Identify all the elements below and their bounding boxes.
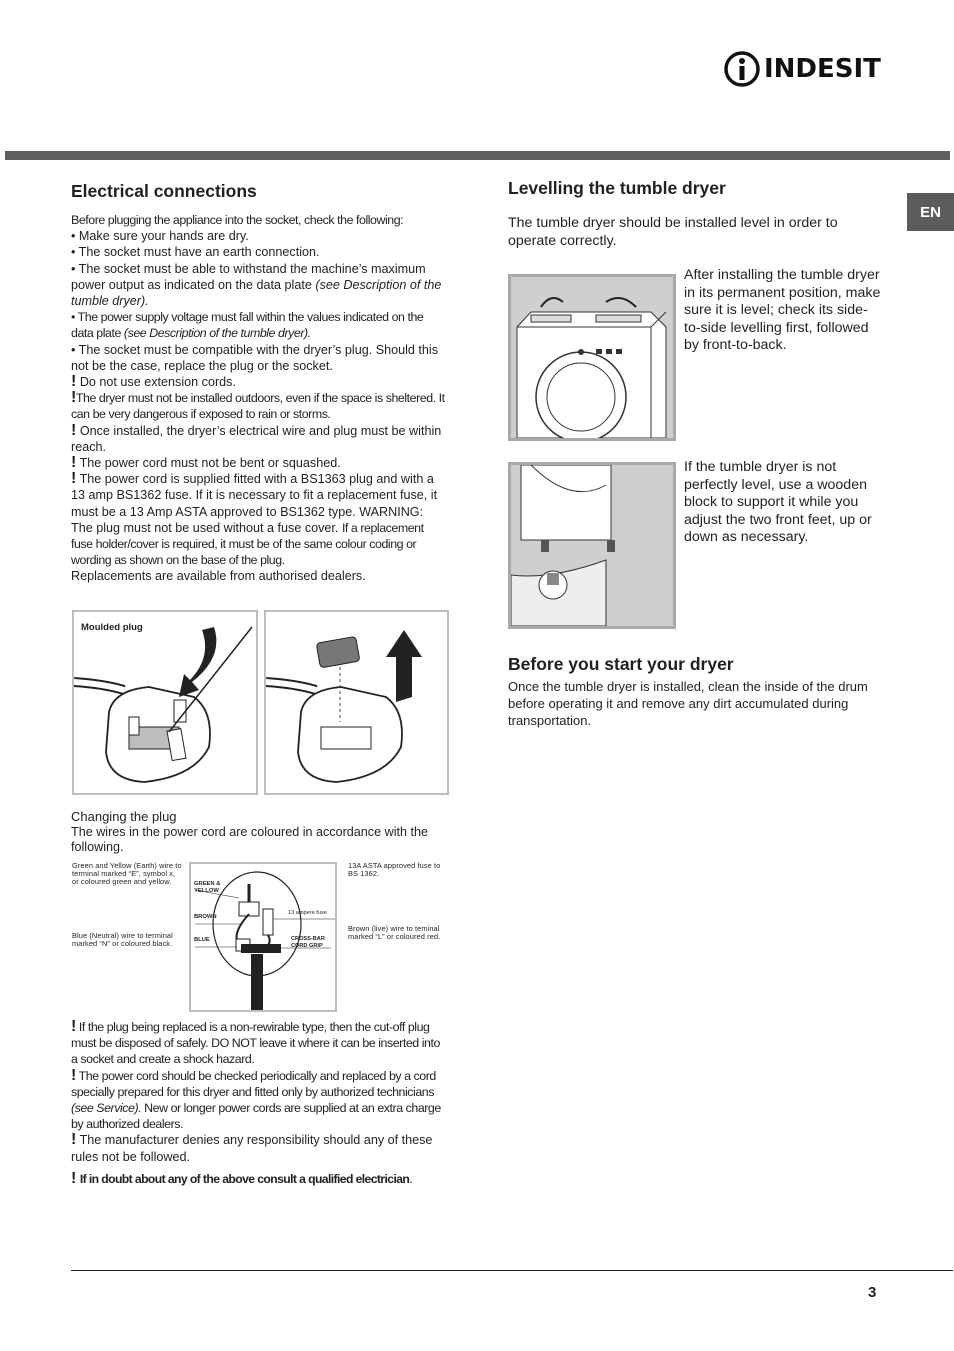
warning-item: ! The manufacturer denies any responsibility should any of these rules not be followed. [71, 1131, 433, 1164]
label-green-yellow: GREEN & YELLOW [194, 881, 221, 894]
levelling-step-1: After installing the tumble dryer in its permanent position, make sure it is level; check its side-to-side levelling first, followed by front-to-back. [684, 267, 881, 354]
footer-rule [71, 1270, 953, 1271]
plug-illustration-icon [74, 612, 256, 793]
wiring-diagram [189, 862, 337, 1012]
exclamation-icon: ! [71, 454, 77, 472]
levelling-intro: The tumble dryer should be installed level in order to operate correctly. [508, 215, 838, 249]
note-blue: Blue (Neutral) wire to terminal marked “N” or coloured black. [72, 931, 173, 949]
note-fuse: 13A ASTA approved fuse to BS 1362. [348, 861, 441, 879]
changing-plug-text: The wires in the power cord are coloured in accordance with the following. [71, 824, 429, 854]
dryer-top-level-icon [511, 277, 673, 438]
electrical-body [71, 212, 447, 585]
header-bar [5, 151, 950, 160]
warning-item: ! The power cord should be checked periodically and replaced by a cord specially prepared for this dryer and fitted only by authorized technicians (see Service). New or longer power cords are supplied at an extra charge by authorized dealers. [71, 1066, 441, 1132]
replacements-note: Replacements are available from authorised dealers. [71, 569, 366, 584]
exclamation-icon: ! [71, 373, 77, 391]
label-fuse: 13 ampere fuse [288, 910, 327, 916]
note-green-yellow: Green and Yellow (Earth) wire to terminal marked “E”, symbol x, or coloured green and yellow. [72, 861, 182, 887]
moulded-plug-image [72, 610, 258, 795]
exclamation-icon: ! [71, 1018, 76, 1035]
page-number: 3 [868, 1284, 877, 1301]
label-blue: BLUE [194, 937, 210, 943]
check-item: • The power supply voltage must fall within the values indicated on the data plate (see Description of the tumble dryer). [71, 310, 424, 341]
brand-logo-mark-icon [724, 50, 764, 88]
check-item: • Make sure your hands are dry. [71, 229, 249, 244]
warning-item: !The dryer must not be installed outdoors, even if the space is sheltered. It can be very dangerous if exposed to rain or storms. [71, 389, 445, 422]
levelling-image-side [508, 274, 676, 441]
check-item: • The socket must have an earth connection. [71, 245, 320, 260]
check-item: • The socket must be able to withstand the machine’s maximum power output as indicated on the data plate (see Description of the tumble dryer). [71, 261, 442, 309]
exclamation-icon: ! [71, 1169, 77, 1187]
exclamation-icon: ! [71, 1066, 76, 1084]
warning-item: ! Do not use extension cords. [71, 373, 236, 391]
changing-plug [71, 809, 451, 856]
plug-warnings [71, 1019, 447, 1187]
exclamation-icon: ! [71, 470, 77, 488]
label-cord-grip: CROSS-BAR CORD GRIP [291, 936, 325, 949]
note-brown: Brown (live) wire to teminal marked “L” or coloured red. [348, 924, 441, 942]
check-item: • The socket must be compatible with the dryer’s plug. Should this not be the case, replace the plug or the socket. [71, 342, 439, 373]
electrical-intro: Before plugging the appliance into the socket, check the following: [71, 213, 404, 227]
fuse-cover-image [264, 610, 449, 795]
dryer-feet-icon [511, 465, 673, 626]
brand-name: INDESIT [764, 54, 881, 84]
warning-item: ! If in doubt about any of the above consult a qualified electrician. [71, 1169, 413, 1187]
levelling-step-2: If the tumble dryer is not perfectly level, use a wooden block to support it while you adjust the two front feet, up or down as necessary. [684, 459, 872, 546]
warning-item: ! The power cord is supplied fitted with a BS1363 plug and with a 13 amp BS1362 fuse. If it is necessary to fit a replacement fuse, it must be a 13 Amp ASTA approved to BS1362 type. WARNING: The plug must not be used without a fuse cover. If a replacement fuse holder/cover is required, it must be of the same colour coding or wording as shown on the base of the plug. [71, 470, 438, 568]
levelling-image-feet [508, 462, 676, 629]
before-text: Once the tumble dryer is installed, clean the inside of the drum before operating it and remove any dirt accumulated during transportation. [508, 679, 868, 728]
exclamation-icon: ! [71, 389, 76, 407]
section-title-before: Before you start your dryer [508, 654, 734, 674]
moulded-plug-label: Moulded plug [81, 622, 143, 633]
warning-item: ! Once installed, the dryer’s electrical wire and plug must be within reach. [71, 421, 442, 454]
warning-item: ! The power cord must not be bent or squashed. [71, 454, 341, 472]
plug-fuse-illustration-icon [266, 612, 447, 793]
language-tab[interactable]: EN [907, 193, 954, 231]
section-title-levelling: Levelling the tumble dryer [508, 178, 726, 198]
label-brown: BROWN [194, 914, 217, 920]
exclamation-icon: ! [71, 1131, 77, 1149]
warning-item: ! If the plug being replaced is a non-rewirable type, then the cut-off plug must be disposed of safely. DO NOT leave it where it can be inserted into a socket and create a shock hazard. [71, 1018, 440, 1067]
brand-logo [724, 50, 884, 88]
changing-plug-title: Changing the plug [71, 809, 177, 824]
exclamation-icon: ! [71, 421, 77, 439]
section-title-electrical: Electrical connections [71, 181, 257, 201]
